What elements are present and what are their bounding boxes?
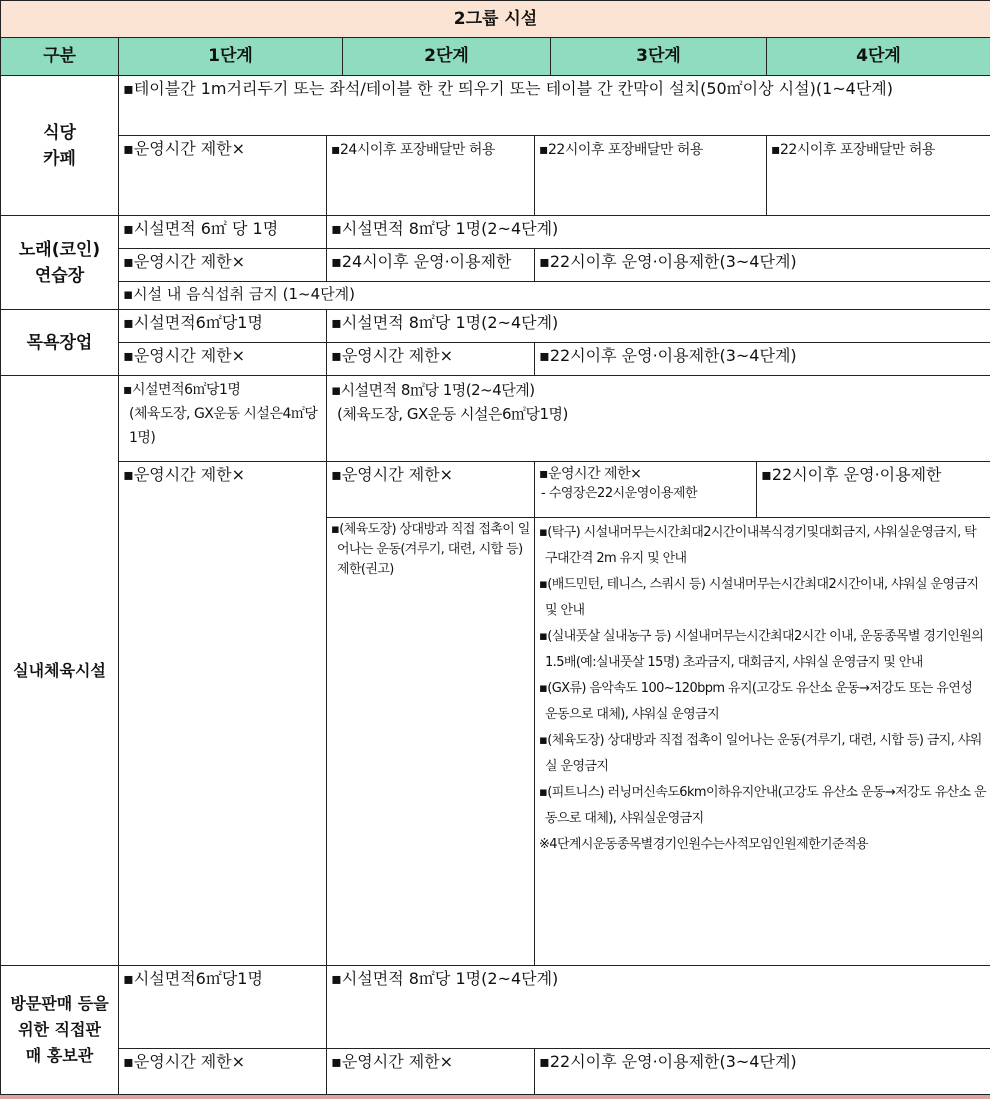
promo-area-stage-2to4: ▪ 시설면적 8㎡당 1명(2~4단계) (327, 966, 990, 1049)
karaoke-food-rule: ▪ 시설 내 음식섭취 금지 (1~4단계) (119, 282, 990, 310)
sports-hours-stage-1: ▪ 운영시간 제한× (119, 462, 327, 966)
rule-fitness: ▪ (피트니스) 러닝머신속도6km이하유지안내(고강도 유산소 운동→저강도 유산소 운동으로 대체), 샤워실운영금지 (539, 780, 986, 832)
category-indoor-sports: 실내체육시설 (1, 376, 119, 966)
bathhouse-area-stage-1: ▪ 시설면적6㎡당1명 (119, 310, 327, 343)
category-bathhouse: 목욕장업 (1, 310, 119, 376)
sports-hours-stage-2: ▪ 운영시간 제한× (327, 462, 535, 518)
promo-hours-stage-3to4: ▪ 22시이후 운영·이용제한(3~4단계) (535, 1049, 990, 1095)
rule-futsal-basketball: ▪ (실내풋살 실내농구 등) 시설내머무는시간최대2시간 이내, 운동종목별 경기인원의 1.5배(예:실내풋살 15명) 초과금지, 대회금지, 샤워실 운영금지 및 안내 (539, 624, 986, 676)
table-title: 2그룹 시설 (1, 0, 990, 38)
rule-table-tennis: ▪ (탁구) 시설내머무는시간최대2시간이내복식경기및대회금지, 샤워실운영금지, 탁구대간격 2m 유지 및 안내 (539, 520, 986, 572)
header-category: 구분 (1, 38, 119, 76)
sports-stage-2-note: ▪ (체육도장) 상대방과 직접 접촉이 일어나는 운동(겨루기, 대련, 시합 등) 제한(권고) (327, 518, 535, 966)
bathhouse-hours-stage-1: ▪ 운영시간 제한× (119, 343, 327, 376)
restaurant-seating-rule: ▪ 테이블간 1m거리두기 또는 좌석/테이블 한 칸 띄우기 또는 테이블 간 칸막이 설치(50㎡이상 시설)(1~4단계) (119, 76, 990, 136)
category-promo-hall: 방문판매 등을 위한 직접판 매 홍보관 (1, 966, 119, 1095)
karaoke-hours-stage-1: ▪ 운영시간 제한× (119, 249, 327, 282)
restaurant-hours-stage-3: ▪ 22시이후 포장배달만 허용 (535, 136, 767, 216)
header-stage-4: 4단계 (767, 38, 990, 76)
rule-footnote: ※4단계시운동종목별경기인원수는사적모임인원제한기준적용 (539, 837, 868, 852)
promo-hours-stage-1: ▪ 운영시간 제한× (119, 1049, 327, 1095)
category-restaurant: 식당 카페 (1, 76, 119, 216)
promo-area-stage-1: ▪ 시설면적6㎡당1명 (119, 966, 327, 1049)
karaoke-area-stage-2to4: ▪ 시설면적 8㎡당 1명(2~4단계) (327, 216, 990, 249)
restaurant-hours-stage-2: ▪ 24시이후 포장배달만 허용 (327, 136, 535, 216)
category-karaoke: 노래(코인) 연습장 (1, 216, 119, 310)
bathhouse-area-stage-2to4: ▪ 시설면적 8㎡당 1명(2~4단계) (327, 310, 990, 343)
sports-stage-3to4-rules (535, 518, 990, 966)
bathhouse-hours-stage-3to4: ▪ 22시이후 운영·이용제한(3~4단계) (535, 343, 990, 376)
sports-hours-stage-4: ▪ 22시이후 운영·이용제한 (757, 462, 990, 518)
bottom-border (0, 1095, 990, 1099)
promo-hours-stage-2: ▪ 운영시간 제한× (327, 1049, 535, 1095)
header-stage-3: 3단계 (551, 38, 767, 76)
bathhouse-hours-stage-2: ▪ 운영시간 제한× (327, 343, 535, 376)
sports-area-stage-1: ▪ 시설면적6㎡당1명 (체육도장, GX운동 시설은4㎡당1명) (119, 376, 327, 462)
sports-hours-stage-3-note: - 수영장은22시운영이용제한 (541, 486, 698, 501)
sports-hours-stage-3: ▪ 운영시간 제한× - 수영장은22시운영이용제한 (535, 462, 757, 518)
karaoke-area-stage-1: ▪ 시설면적 6㎡ 당 1명 (119, 216, 327, 249)
rule-gx: ▪ (GX류) 음악속도 100~120bpm 유지(고강도 유산소 운동→저강도 또는 유연성 운동으로 대체), 샤워실 운영금지 (539, 676, 986, 728)
restaurant-hours-stage-4: ▪ 22시이후 포장배달만 허용 (767, 136, 990, 216)
sports-area-stage-2to4: ▪ 시설면적 8㎡당 1명(2~4단계) (체육도장, GX운동 시설은6㎡당1명) (327, 376, 990, 462)
header-stage-2: 2단계 (343, 38, 551, 76)
rule-racket-sports: ▪ (배드민턴, 테니스, 스쿼시 등) 시설내머무는시간최대2시간이내, 샤워실 운영금지 및 안내 (539, 572, 986, 624)
rule-martial-arts: ▪ (체육도장) 상대방과 직접 접촉이 일어나는 운동(겨루기, 대련, 시합 등) 금지, 샤워실 운영금지 (539, 728, 986, 780)
header-stage-1: 1단계 (119, 38, 343, 76)
restaurant-hours-stage-1: ▪ 운영시간 제한× (119, 136, 327, 216)
karaoke-hours-stage-3to4: ▪ 22시이후 운영·이용제한(3~4단계) (535, 249, 990, 282)
karaoke-hours-stage-2: ▪ 24시이후 운영·이용제한 (327, 249, 535, 282)
